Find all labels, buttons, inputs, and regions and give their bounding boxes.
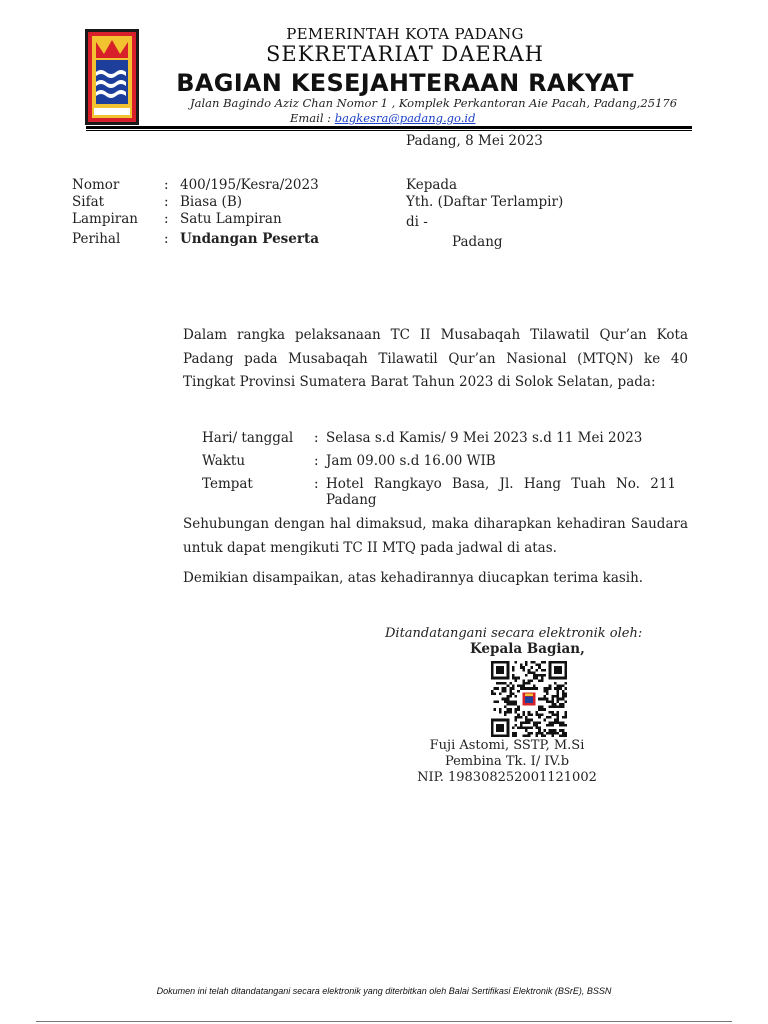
signer-name: Fuji Astomi, SSTP, M.Si bbox=[429, 738, 585, 753]
e-signature-footer-note: Dokumen ini telah ditandatangani secara elektronik yang diterbitkan oleh Balai Sertifikasi Elektronik (BSrE), BSSN bbox=[156, 986, 612, 996]
meta-row-sifat bbox=[72, 194, 319, 211]
signature-intro: Ditandatangani secara elektronik oleh: bbox=[385, 626, 643, 641]
body-paragraph-request: Sehubungan dengan hal dimaksud, maka diharapkan kehadiran Saudara untuk dapat mengikuti TC II MTQ pada jadwal di atas. bbox=[183, 516, 688, 556]
body-paragraph-intro: Dalam rangka pelaksanaan TC II Musabaqah Tilawatil Qur’an Kota Padang pada Musabaqah Tilawatil Qur’an Nasional (MTQN) ke 40 Tingkat Provinsi Sumatera Barat Tahun 2023 di Solok Selatan, pada: bbox=[183, 327, 688, 390]
meta-label: Sifat bbox=[72, 194, 105, 210]
signer-rank: Pembina Tk. I/ IV.b bbox=[444, 754, 570, 769]
meta-row-lampiran bbox=[72, 211, 319, 228]
signer-role: Kepala Bagian, bbox=[470, 641, 585, 657]
meta-colon: : bbox=[164, 231, 169, 247]
letterhead-divider bbox=[86, 126, 692, 129]
meta-label: Perihal bbox=[72, 231, 121, 247]
recipient-city: Padang bbox=[452, 234, 503, 250]
detail-label: Hari/ tanggal bbox=[202, 430, 294, 446]
email-link[interactable]: bagkesra@padang.go.id bbox=[334, 111, 476, 125]
meta-colon: : bbox=[164, 211, 169, 227]
meta-row-nomor bbox=[72, 177, 319, 194]
recipient-line: Yth. (Daftar Terlampir) bbox=[406, 194, 564, 210]
detail-colon: : bbox=[314, 476, 319, 492]
meta-row-perihal bbox=[72, 231, 319, 248]
letter-meta bbox=[72, 177, 319, 248]
recipient-line: di - bbox=[406, 214, 428, 230]
detail-value: Jam 09.00 s.d 16.00 WIB bbox=[326, 453, 496, 469]
meta-value: Satu Lampiran bbox=[180, 211, 282, 227]
secretariat-name: SEKRETARIAT DAERAH bbox=[266, 42, 544, 66]
government-name: PEMERINTAH KOTA PADANG bbox=[286, 25, 524, 43]
signer-nip: NIP. 198308252001121002 bbox=[417, 770, 597, 785]
department-name: BAGIAN KESEJAHTERAAN RAKYAT bbox=[176, 69, 634, 97]
email-label: Email : bbox=[290, 111, 335, 125]
padang-city-emblem-icon bbox=[84, 28, 140, 126]
detail-value: Hotel Rangkayo Basa, Jl. Hang Tuah No. 211 Padang bbox=[326, 476, 676, 508]
detail-label: Waktu bbox=[202, 453, 246, 469]
meta-colon: : bbox=[164, 177, 169, 193]
detail-colon: : bbox=[314, 453, 319, 469]
subject-value: Undangan Peserta bbox=[180, 231, 319, 247]
detail-label: Tempat bbox=[202, 476, 253, 492]
office-address: Jalan Bagindo Aziz Chan Nomor 1 , Komplek Perkantoran Aie Pacah, Padang,25176 bbox=[190, 96, 678, 110]
meta-value: 400/195/Kesra/2023 bbox=[180, 177, 319, 193]
qr-code-icon bbox=[486, 661, 572, 737]
detail-value: Selasa s.d Kamis/ 9 Mei 2023 s.d 11 Mei 2023 bbox=[326, 430, 643, 446]
meta-label: Lampiran bbox=[72, 211, 138, 227]
recipient-line: Kepada bbox=[406, 177, 458, 193]
detail-row-place bbox=[202, 476, 676, 508]
footer-divider bbox=[36, 1021, 732, 1022]
office-email bbox=[290, 111, 475, 125]
letterhead-divider-thin bbox=[86, 130, 692, 131]
detail-row-time bbox=[202, 453, 676, 476]
recipient-block bbox=[406, 177, 563, 251]
detail-colon: : bbox=[314, 430, 319, 446]
body-paragraph-closing: Demikian disampaikan, atas kehadirannya diucapkan terima kasih. bbox=[183, 570, 644, 586]
letter-date: Padang, 8 Mei 2023 bbox=[406, 133, 543, 149]
event-details bbox=[202, 430, 676, 508]
meta-label: Nomor bbox=[72, 177, 120, 193]
meta-colon: : bbox=[164, 194, 169, 210]
meta-value: Biasa (B) bbox=[180, 194, 243, 210]
detail-row-date bbox=[202, 430, 676, 453]
